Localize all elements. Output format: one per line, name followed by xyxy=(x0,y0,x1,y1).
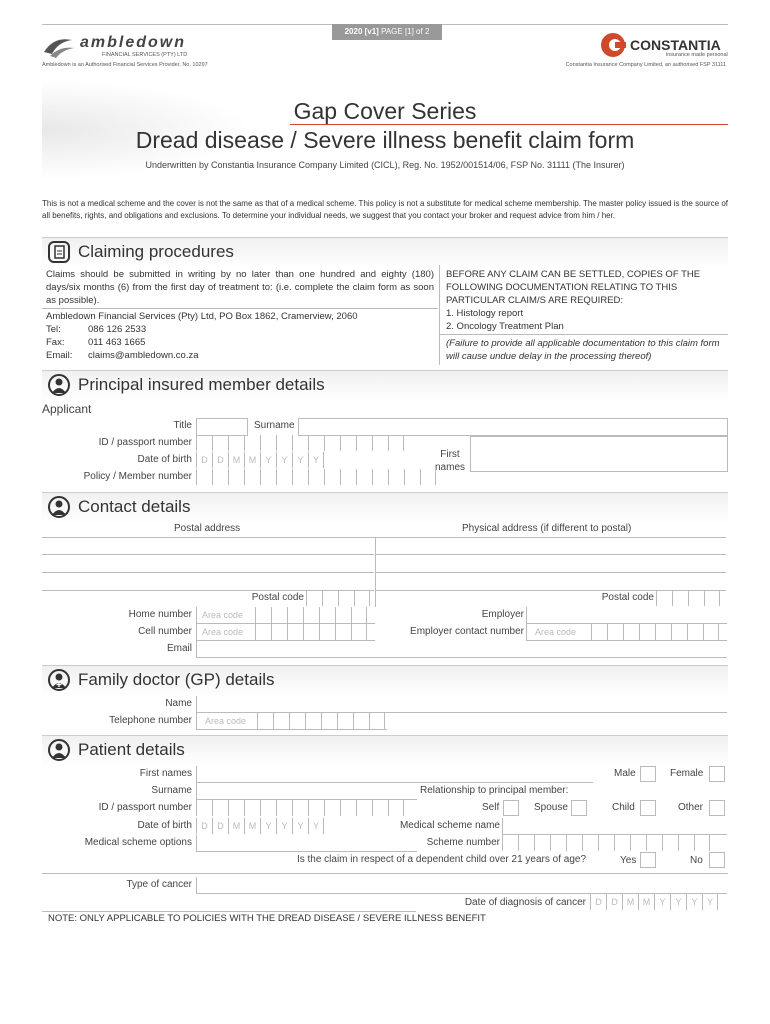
divider xyxy=(440,334,728,335)
postal-code-boxes[interactable] xyxy=(306,590,370,606)
child-checkbox[interactable] xyxy=(640,800,656,816)
req-oncology: 2. Oncology Treatment Plan xyxy=(446,321,564,332)
surname-field[interactable] xyxy=(298,418,728,436)
physical-address-line-3[interactable] xyxy=(376,573,726,591)
ambledown-fsp: Ambledown is an Authorised Financial Services Provider, No. 10297 xyxy=(42,62,208,68)
first-names-field[interactable] xyxy=(470,436,728,472)
title-accent-rule xyxy=(290,124,728,125)
patient-first-names-label: First names xyxy=(139,768,192,779)
diagnosis-date-label: Date of diagnosis of cancer xyxy=(464,897,586,908)
surname-label: Surname xyxy=(254,420,295,431)
tel-value: 086 126 2533 xyxy=(88,324,147,335)
required-docs-note: (Failure to provide all applicable documentation to this claim form will cause undue delay in the processing thereof) xyxy=(446,338,720,362)
dob-boxes[interactable]: D D M M Y Y Y Y xyxy=(196,452,324,468)
cancer-type-field[interactable] xyxy=(196,877,727,894)
ambledown-logo xyxy=(42,34,188,63)
fax-label: Fax: xyxy=(46,337,65,348)
relationship-label: Relationship to principal member: xyxy=(420,785,569,796)
other-checkbox[interactable] xyxy=(709,800,725,816)
patient-surname-field[interactable] xyxy=(196,783,417,800)
scheme-number-boxes[interactable] xyxy=(502,835,710,851)
divider xyxy=(42,308,438,309)
required-docs-heading: BEFORE ANY CLAIM CAN BE SETTLED, COPIES OF THE FOLLOWING DOCUMENTATION RELATING TO THIS PARTICULAR CLAIM/S ARE REQUIRED: xyxy=(446,269,701,306)
area-code-placeholder: Area code xyxy=(205,716,247,726)
cancer-type-label: Type of cancer xyxy=(126,879,192,890)
postal-address-line-3[interactable] xyxy=(42,573,374,591)
doctor-icon xyxy=(48,669,70,691)
postal-code-label: Postal code xyxy=(251,592,304,603)
constantia-tagline: insurance made personal xyxy=(666,52,728,58)
applicant-label: Applicant xyxy=(42,402,92,416)
physical-address-line-1[interactable] xyxy=(376,537,726,555)
claiming-instructions: Claims should be submitted in writing by no later than one hundred and eighty (180) days/six months (6) from the first day of treatment to: (i.e. complete the claim form as soon as possible). xyxy=(46,269,434,306)
gp-tel-field[interactable] xyxy=(196,713,387,730)
policy-number-boxes[interactable] xyxy=(196,469,436,485)
diagnosis-date-boxes[interactable]: D D M M Y Y Y Y xyxy=(590,894,718,910)
patient-surname-label: Surname xyxy=(151,785,192,796)
area-code-placeholder: Area code xyxy=(535,627,577,637)
id-number-boxes[interactable] xyxy=(196,435,404,451)
ambledown-sub: FINANCIAL SERVICES (PTY) LTD xyxy=(102,52,188,58)
gp-tel-label: Telephone number xyxy=(109,715,192,726)
ambledown-name: ambledown xyxy=(80,34,187,51)
patient-first-names-field[interactable] xyxy=(196,766,593,783)
cell-number-field[interactable] xyxy=(196,624,375,641)
contact-title: Contact details xyxy=(78,497,191,516)
constantia-logo xyxy=(600,32,728,63)
page-label: PAGE [1] of 2 xyxy=(381,27,430,36)
physical-postal-code-label: Postal code xyxy=(601,592,654,603)
version-badge xyxy=(332,24,442,40)
postal-address-label: Postal address xyxy=(174,523,241,534)
form-series-title: Gap Cover Series xyxy=(293,98,477,124)
patient-dob-boxes[interactable]: D D M M Y Y Y Y xyxy=(196,818,324,834)
male-label: Male xyxy=(614,768,636,779)
gp-name-field[interactable] xyxy=(196,696,727,713)
principal-title: Principal insured member details xyxy=(78,375,325,394)
policy-label: Policy / Member number xyxy=(83,471,192,482)
constantia-logo-icon xyxy=(600,32,626,58)
area-code-placeholder: Area code xyxy=(202,610,244,620)
area-code-placeholder: Area code xyxy=(202,627,244,637)
spouse-label: Spouse xyxy=(534,802,568,813)
divider xyxy=(42,873,728,874)
first-names-label: First names xyxy=(434,449,465,473)
home-number-label: Home number xyxy=(128,609,192,620)
constantia-name: CONSTANTIA xyxy=(630,37,721,53)
no-label: No xyxy=(690,855,703,866)
self-label: Self xyxy=(482,802,500,813)
postal-address-line-1[interactable] xyxy=(42,537,374,555)
female-label: Female xyxy=(670,768,704,779)
constantia-fsp: Constantia Insurance Company Limited, an authorised FSP 31111 xyxy=(565,62,726,68)
dependent-question: Is the claim in respect of a dependent child over 21 years of age? xyxy=(296,854,586,865)
person-icon xyxy=(48,739,70,761)
gp-title: Family doctor (GP) details xyxy=(78,670,275,689)
req-histology: 1. Histology report xyxy=(446,308,524,319)
no-checkbox[interactable] xyxy=(709,852,725,868)
benefit-note: NOTE: ONLY APPLICABLE TO POLICIES WITH THE DREAD DISEASE / SEVERE ILLNESS BENEFIT xyxy=(48,913,486,924)
form-title: Dread disease / Severe illness benefit claim form xyxy=(135,127,635,153)
tel-label: Tel: xyxy=(46,324,61,335)
scheme-options-field[interactable] xyxy=(196,835,417,852)
yes-label: Yes xyxy=(620,855,637,866)
patient-id-boxes[interactable] xyxy=(196,800,404,816)
patient-id-label: ID / passport number xyxy=(98,802,192,813)
person-icon xyxy=(48,496,70,518)
title-label: Title xyxy=(173,420,192,431)
patient-title: Patient details xyxy=(78,740,185,759)
email-field-label: Email xyxy=(166,643,192,654)
cell-number-label: Cell number xyxy=(138,626,192,637)
child-label: Child xyxy=(612,802,635,813)
physical-address-label: Physical address (if different to postal) xyxy=(462,523,632,534)
scheme-name-field[interactable] xyxy=(502,818,727,835)
cancer-type-field-2[interactable] xyxy=(42,895,416,912)
form-icon xyxy=(48,241,70,263)
disclaimer-text: This is not a medical scheme and the cover is not the same as that of a medical scheme. This policy is not a substitute for medical scheme membership. The master policy issued is the source of all benefits, rights, and obligations and exclusions. To determine your individual needs, we suggest that you contact your broker and request advice from him / her. xyxy=(42,199,728,220)
email-label: Email: xyxy=(46,350,73,361)
claiming-divider xyxy=(439,265,440,365)
email-link[interactable]: claims@ambledown.co.za xyxy=(88,350,199,361)
id-label: ID / passport number xyxy=(98,437,192,448)
gp-name-label: Name xyxy=(165,698,192,709)
scheme-number-label: Scheme number xyxy=(426,837,500,848)
underwritten-text: Underwritten by Constantia Insurance Company Limited (CICL), Reg. No. 1952/001514/06, FSP No. 31111 (The Insurer) xyxy=(145,160,625,170)
employer-label: Employer xyxy=(481,609,524,620)
claiming-title: Claiming procedures xyxy=(78,242,234,261)
scheme-name-label: Medical scheme name xyxy=(399,820,500,831)
version-label: 2020 [v1] xyxy=(344,27,379,36)
title-field[interactable] xyxy=(196,418,248,436)
claiming-address: Ambledown Financial Services (Pty) Ltd, PO Box 1862, Cramerview, 2060 xyxy=(46,311,358,322)
self-checkbox[interactable] xyxy=(503,800,519,816)
postal-address-line-2[interactable] xyxy=(42,555,374,573)
other-label: Other xyxy=(678,802,704,813)
patient-dob-label: Date of birth xyxy=(137,820,192,831)
email-input[interactable] xyxy=(196,641,727,658)
home-number-field[interactable] xyxy=(196,607,375,624)
male-checkbox[interactable] xyxy=(640,766,656,782)
employer-contact-field[interactable] xyxy=(526,624,727,641)
dob-label: Date of birth xyxy=(137,454,192,465)
employer-field[interactable] xyxy=(526,607,727,624)
female-checkbox[interactable] xyxy=(709,766,725,782)
physical-postal-code-boxes[interactable] xyxy=(656,590,720,606)
physical-address-line-2[interactable] xyxy=(376,555,726,573)
spouse-checkbox[interactable] xyxy=(571,800,587,816)
yes-checkbox[interactable] xyxy=(640,852,656,868)
employer-contact-label: Employer contact number xyxy=(410,626,524,637)
fax-value: 011 463 1665 xyxy=(88,337,146,348)
ambledown-logo-icon xyxy=(42,34,76,58)
scheme-options-label: Medical scheme options xyxy=(84,837,192,848)
person-icon xyxy=(48,374,70,396)
